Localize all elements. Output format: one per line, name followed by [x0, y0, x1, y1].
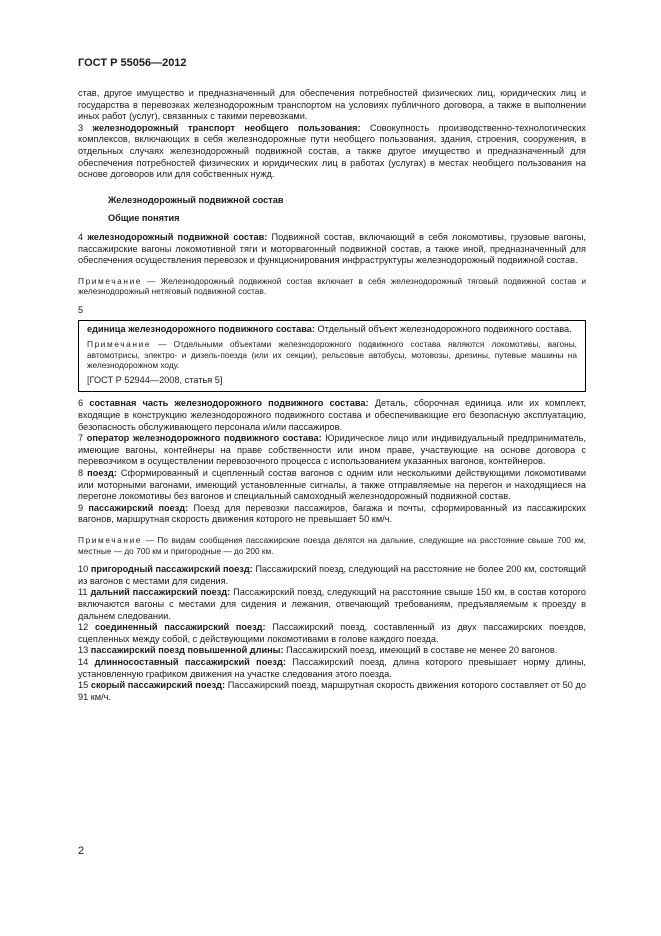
term-14: 14 длинносоставный пассажирский поезд: Пассажирский поезд, длина которого превышает норму длины, установленную графиком движения на участке следования этого поезда.	[78, 656, 586, 679]
note-1: Примечание — Железнодорожный подвижной состав включает в себя железнодорожный тяговый подвижной состав и железнодорожный нетяговый подвижной состав.	[78, 275, 586, 297]
term-12: 12 соединенный пассажирский поезд: Пассажирский поезд, составленный из двух пассажирских поездов, сцепленных между собой, с действующими локомотивами в голове каждого поезда.	[78, 622, 586, 644]
term-6: 6 составная часть железнодорожного подвижного состава: Деталь, сборочная единица или их комплект, входящие в конструкцию железнодорожного подвижного состава и обеспечивающие его безопасную эксплуатацию, безопасность обслуживающего персонала и/или пассажиров.	[78, 398, 586, 432]
term-9: 9 пассажирский поезд: Поезд для перевозки пассажиров, багажа и почты, сформированный из пассажирских вагонов, маршрутная скорость движения которого не превышает 50 км/ч.	[78, 502, 587, 525]
page-number: 2	[78, 845, 85, 857]
subsection-heading: Общие понятия	[108, 213, 180, 224]
document-page	[78, 57, 586, 703]
note-term-5: Примечание — Отдельными объектами железнодорожного подвижного состава являются локомотивы, вагоны, автомотрисы, электро- и дизель-поезда (или их секции), рельсовые автобусы, мотовозы, дрезины, путевые машины на железнодорожном ходу.	[87, 339, 577, 371]
term-7: 7 оператор железнодорожного подвижного состава: Юридическое лицо или индивидуальный предприниматель, имеющие вагоны, контейнеры на праве собственности или ином праве, участвующие на основе договора с перевозчиком в осуществлении перевозочного процесса с использованием указанных вагонов, контейнеров.	[78, 433, 587, 467]
term-3	[78, 123, 586, 181]
term-10: 10 пригородный пассажирский поезд: Пассажирский поезд, следующий на расстояние не более 200 км, состоящий из вагонов с местами для сидения.	[78, 564, 586, 586]
term-number: 3	[78, 122, 84, 133]
section-heading: Железнодорожный подвижной состав	[108, 194, 284, 205]
term-title: железнодорожный транспорт необщего пользования:	[92, 122, 361, 133]
term-13: 13 пассажирский поезд повышенной длины: Пассажирский поезд, имеющий в составе не менее 20 вагонов.	[78, 645, 558, 656]
continued-paragraph: став, другое имущество и предназначенный для обеспечения потребностей физических лиц, юридических лиц и государства в перевозках железнодорожным транспортом на условиях публичного договора, а также в выполнении иных работ (услуг), связанных с такими перевозками.	[78, 88, 586, 122]
term-15: 15 скорый пассажирский поезд: Пассажирский поезд, маршрутная скорость движения которого составляет от 50 до 91 км/ч.	[78, 680, 586, 702]
term-5: единица железнодорожного подвижного состава: Отдельный объект железнодорожного подвижного состава.	[87, 323, 572, 334]
term-5-number: 5	[78, 304, 84, 315]
term-5-box	[78, 320, 586, 393]
term-11: 11 дальний пассажирский поезд: Пассажирский поезд, следующий на расстояние свыше 150 км, в состав которого включаются вагоны с местами для сидения и лежания, отвечающий требованиям, предъявляемым к проезду в дальнем следовании.	[78, 587, 586, 621]
reference: [ГОСТ Р 52944—2008, статья 5]	[87, 374, 223, 385]
term-8: 8 поезд: Сформированный и сцепленный состав вагонов с одним или несколькими действующими локомотивами или моторными вагонами, имеющий установленные сигналы, а также отправляемые на перегон и находящиеся на перегоне локомотивы без вагонов и специальный самоходный железнодорожный подвижной состав.	[78, 468, 586, 502]
term-4: 4 железнодорожный подвижной состав: Подвижной состав, включающий в себя локомотивы, грузовые вагоны, пассажирские вагоны локомотивной тяги и моторвагонный подвижной состав, а также иной, предназначенный для обеспечения осуществления перевозок и функционирования инфраструктуры железнодорожный подвижной состав.	[78, 231, 586, 266]
document-header: ГОСТ Р 55056—2012	[78, 57, 187, 69]
note-2: Примечание — По видам сообщения пассажирские поезда делятся на дальние, следующие на расстояние свыше 700 км, местные — до 700 км и пригородные — до 200 км.	[78, 535, 586, 556]
term-definition: Совокупность производственно-технологических комплексов, включающих в себя железнодорожные пути необщего пользования, здания, строения, сооружения, в отдельных случаях железнодорожный подвижной состав, а также другое имущество и предназначенный для обеспечения потребностей физических и юридических лиц в работах (услугах) в местах необщего пользования на основе договоров или для собственных нужд.	[78, 122, 586, 180]
